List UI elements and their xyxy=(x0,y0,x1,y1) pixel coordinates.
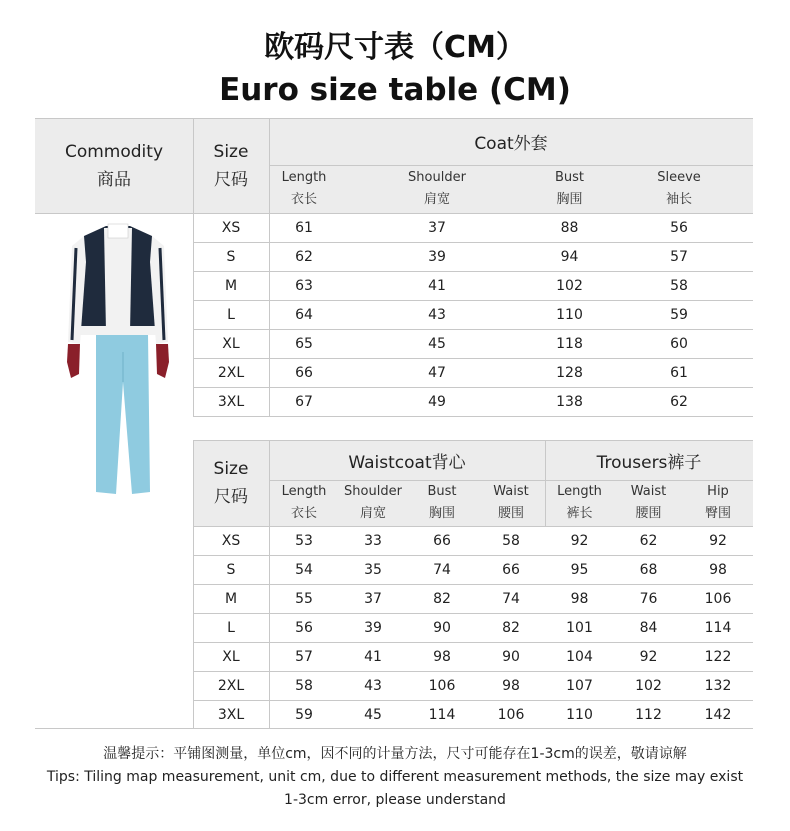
grid-line xyxy=(545,440,546,526)
grid-line xyxy=(35,728,753,729)
value-cell: 138 xyxy=(556,393,583,410)
size-label-cn: 尺码 xyxy=(214,169,248,190)
size-header-2 xyxy=(193,440,269,526)
value-cell: 102 xyxy=(635,677,662,694)
value-cell: 56 xyxy=(670,219,688,236)
column-label-cn: 胸围 xyxy=(556,192,583,207)
value-cell: 94 xyxy=(560,248,579,265)
value-cell: 90 xyxy=(502,648,520,665)
product-image xyxy=(62,222,174,502)
column-header xyxy=(545,480,614,526)
coat-group-header: Coat外套 xyxy=(474,134,548,154)
grid-line xyxy=(193,555,753,556)
value-cell: 41 xyxy=(364,648,382,665)
grid-line xyxy=(193,613,753,614)
value-cell: 90 xyxy=(433,619,451,636)
grid-line xyxy=(193,416,753,417)
left-glove xyxy=(67,344,80,378)
value-cell: 47 xyxy=(428,364,446,381)
size-cell: XL xyxy=(222,335,240,352)
grid-line xyxy=(193,700,753,701)
value-cell: 55 xyxy=(295,590,313,607)
value-cell: 76 xyxy=(639,590,658,607)
column-label-en: Hip xyxy=(707,484,729,499)
size-cell: M xyxy=(224,277,238,294)
column-header xyxy=(339,480,407,526)
value-cell: 114 xyxy=(428,706,456,723)
grid-line xyxy=(193,300,753,301)
column-label-en: Length xyxy=(281,484,327,499)
size-label-cn-2: 尺码 xyxy=(214,487,248,507)
grid-line xyxy=(35,118,753,119)
value-cell: 107 xyxy=(566,677,593,694)
column-label-cn: 肩宽 xyxy=(359,506,386,521)
grid-line xyxy=(193,387,753,388)
size-cell: L xyxy=(227,306,235,323)
grid-line xyxy=(193,329,753,330)
value-cell: 110 xyxy=(566,706,593,723)
value-cell: 128 xyxy=(556,364,583,381)
value-cell: 60 xyxy=(670,335,688,352)
value-cell: 98 xyxy=(502,677,520,694)
value-cell: 114 xyxy=(704,619,732,636)
value-cell: 88 xyxy=(560,219,579,236)
value-cell: 92 xyxy=(639,648,658,665)
commodity-label-cn: 商品 xyxy=(97,169,131,190)
value-cell: 33 xyxy=(364,532,382,549)
column-header xyxy=(269,480,339,526)
value-cell: 98 xyxy=(433,648,451,665)
column-label-cn: 衣长 xyxy=(290,192,317,207)
tips-english-line1: Tips: Tiling map measurement, unit cm, due to different measurement methods, the size may exist xyxy=(46,769,744,785)
value-cell: 43 xyxy=(428,306,446,323)
right-glove xyxy=(156,344,169,378)
grid-line xyxy=(193,440,753,441)
column-header xyxy=(477,480,545,526)
grid-line xyxy=(269,118,270,416)
value-cell: 58 xyxy=(295,677,313,694)
grid-line xyxy=(269,165,753,166)
grid-line xyxy=(269,480,753,481)
value-cell: 66 xyxy=(502,561,520,578)
column-label-en: Length xyxy=(557,484,602,499)
value-cell: 57 xyxy=(295,648,313,665)
value-cell: 118 xyxy=(556,335,583,352)
size-cell: M xyxy=(224,590,238,607)
value-cell: 54 xyxy=(295,561,313,578)
column-header xyxy=(683,480,753,526)
column-label-cn: 肩宽 xyxy=(423,192,450,207)
size-cell: 3XL xyxy=(217,393,245,410)
column-label-cn: 袖长 xyxy=(665,192,692,207)
grid-line xyxy=(269,440,270,728)
value-cell: 104 xyxy=(566,648,593,665)
value-cell: 92 xyxy=(570,532,589,549)
size-cell: 2XL xyxy=(217,364,245,381)
grid-line xyxy=(193,358,753,359)
value-cell: 98 xyxy=(570,590,589,607)
value-cell: 95 xyxy=(570,561,589,578)
value-cell: 98 xyxy=(709,561,727,578)
value-cell: 59 xyxy=(295,706,313,723)
tips-chinese: 温馨提示：平铺图测量，单位cm，因不同的计量方法，尺寸可能存在1-3cm的误差，敬请谅解 xyxy=(103,746,687,762)
value-cell: 82 xyxy=(502,619,520,636)
value-cell: 49 xyxy=(428,393,446,410)
value-cell: 56 xyxy=(295,619,313,636)
grid-line xyxy=(35,213,753,214)
size-cell: 3XL xyxy=(217,706,245,723)
value-cell: 142 xyxy=(704,706,732,723)
value-cell: 37 xyxy=(364,590,382,607)
value-cell: 122 xyxy=(704,648,732,665)
value-cell: 64 xyxy=(295,306,313,323)
title-english: Euro size table (CM) xyxy=(219,72,571,108)
value-cell: 67 xyxy=(295,393,313,410)
value-cell: 68 xyxy=(639,561,658,578)
value-cell: 65 xyxy=(295,335,313,352)
value-cell: 74 xyxy=(433,561,451,578)
value-cell: 61 xyxy=(295,219,313,236)
size-cell: 2XL xyxy=(217,677,245,694)
value-cell: 37 xyxy=(428,219,446,236)
value-cell: 39 xyxy=(364,619,382,636)
value-cell: 106 xyxy=(428,677,456,694)
coat-column-header xyxy=(339,165,535,213)
column-label-cn: 腰围 xyxy=(635,506,662,521)
value-cell: 45 xyxy=(364,706,382,723)
grid-line xyxy=(193,642,753,643)
value-cell: 43 xyxy=(364,677,382,694)
value-cell: 110 xyxy=(556,306,583,323)
column-label-en: Waist xyxy=(493,484,529,499)
size-cell: XL xyxy=(222,648,240,665)
column-label-cn: 胸围 xyxy=(428,506,455,521)
value-cell: 45 xyxy=(428,335,446,352)
value-cell: 106 xyxy=(497,706,525,723)
waistcoat-group-header: Waistcoat背心 xyxy=(348,452,466,473)
column-label-en: Sleeve xyxy=(657,170,701,185)
column-label-cn: 臀围 xyxy=(704,506,731,521)
value-cell: 132 xyxy=(704,677,732,694)
value-cell: 58 xyxy=(502,532,520,549)
grid-line xyxy=(193,118,194,416)
grid-line xyxy=(193,271,753,272)
value-cell: 63 xyxy=(295,277,313,294)
value-cell: 62 xyxy=(295,248,313,265)
column-label-en: Bust xyxy=(554,170,585,185)
value-cell: 112 xyxy=(635,706,662,723)
size-cell: XS xyxy=(221,532,241,549)
column-label-cn: 裤长 xyxy=(566,506,593,521)
value-cell: 101 xyxy=(566,619,593,636)
size-cell: XS xyxy=(221,219,241,236)
value-cell: 106 xyxy=(704,590,732,607)
grid-line xyxy=(193,526,753,527)
size-label: Size xyxy=(213,141,249,162)
value-cell: 62 xyxy=(670,393,688,410)
column-label-en: Bust xyxy=(427,484,457,499)
tips-english-line2: 1-3cm error, please understand xyxy=(284,792,506,808)
value-cell: 66 xyxy=(433,532,451,549)
coat-column-header xyxy=(535,165,604,213)
value-cell: 57 xyxy=(670,248,688,265)
value-cell: 35 xyxy=(364,561,382,578)
column-label-en: Length xyxy=(281,170,327,185)
grid-line xyxy=(193,671,753,672)
column-label-en: Shoulder xyxy=(344,484,402,499)
trousers-group-header: Trousers裤子 xyxy=(596,452,702,473)
column-header xyxy=(407,480,477,526)
size-cell: L xyxy=(227,619,235,636)
title-chinese: 欧码尺寸表（CM） xyxy=(264,30,526,65)
coat-column-header xyxy=(604,165,754,213)
value-cell: 61 xyxy=(670,364,688,381)
column-label-en: Shoulder xyxy=(408,170,466,185)
value-cell: 84 xyxy=(639,619,658,636)
column-label-en: Waist xyxy=(630,484,667,499)
column-label-cn: 腰围 xyxy=(497,506,524,521)
value-cell: 59 xyxy=(670,306,688,323)
value-cell: 102 xyxy=(556,277,583,294)
costume-illustration xyxy=(62,222,174,502)
column-header xyxy=(614,480,683,526)
value-cell: 62 xyxy=(639,532,658,549)
value-cell: 74 xyxy=(502,590,520,607)
value-cell: 39 xyxy=(428,248,446,265)
value-cell: 92 xyxy=(709,532,727,549)
coat-column-header xyxy=(269,165,339,213)
value-cell: 58 xyxy=(670,277,688,294)
value-cell: 82 xyxy=(433,590,451,607)
value-cell: 41 xyxy=(428,277,446,294)
commodity-label: Commodity xyxy=(64,141,164,162)
size-cell: S xyxy=(226,248,236,265)
grid-line xyxy=(193,584,753,585)
size-cell: S xyxy=(226,561,236,578)
column-label-cn: 衣长 xyxy=(290,506,317,521)
size-header xyxy=(193,118,269,213)
grid-line xyxy=(193,440,194,728)
size-label-2: Size xyxy=(213,459,249,479)
commodity-header xyxy=(35,118,193,213)
grid-line xyxy=(193,242,753,243)
value-cell: 53 xyxy=(295,532,313,549)
value-cell: 66 xyxy=(295,364,313,381)
